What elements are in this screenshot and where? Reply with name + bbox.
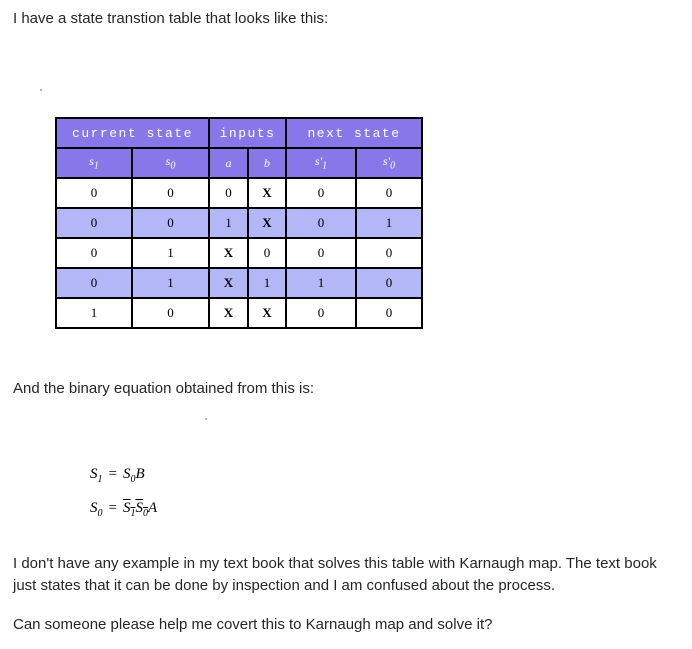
table-column-header-row (56, 148, 422, 178)
cell: 1 (209, 208, 248, 238)
cell: 0 (286, 298, 356, 328)
request-paragraph: Can someone please help me covert this to Karnaugh map and solve it? (13, 616, 493, 633)
equation-s1: $S_1 = S_0B$ (90, 466, 145, 485)
cell: X (248, 178, 286, 208)
question-paragraph: I don't have any example in my text book that solves this table with Karnaugh map. The text book just states that it can be done by inspection and I am confused about the process. (13, 555, 657, 594)
cell: X (209, 298, 248, 328)
cell: 0 (56, 268, 132, 298)
cell: 0 (286, 178, 356, 208)
cell: 0 (356, 238, 422, 268)
group-header-inputs: inputs (209, 118, 286, 148)
table-row (56, 238, 422, 268)
cell: 1 (132, 268, 209, 298)
column-header-s0: $s_0$ (132, 148, 209, 178)
cell: X (248, 208, 286, 238)
cell: 1 (248, 268, 286, 298)
equation-s0-lhs: $S_0$ (90, 500, 103, 519)
table-row (56, 298, 422, 328)
cell: 0 (286, 208, 356, 238)
cell: 0 (286, 238, 356, 268)
column-header-next-s1: $s'_1$ (286, 148, 356, 178)
table-row (56, 208, 422, 238)
cell: 0 (56, 208, 132, 238)
cell: 1 (56, 298, 132, 328)
equation-s1-lhs: $S_1$ (90, 466, 103, 485)
group-header-current-state: current state (56, 118, 209, 148)
cell: 0 (132, 178, 209, 208)
column-header-next-s0: $s'_0$ (356, 148, 422, 178)
cell: 1 (132, 238, 209, 268)
group-header-next-state: next state (286, 118, 422, 148)
column-header-a: a (209, 148, 248, 178)
cell: 0 (248, 238, 286, 268)
intro-paragraph: I have a state transtion table that looks like this: (13, 10, 329, 27)
cell: 0 (132, 208, 209, 238)
equation-s0-rhs: $S_1S_0A$ (122, 500, 158, 519)
cell: 0 (56, 178, 132, 208)
cell: X (248, 298, 286, 328)
cell: 1 (286, 268, 356, 298)
equation-intro-paragraph: And the binary equation obtained from this is: (13, 380, 315, 397)
cell: 0 (132, 298, 209, 328)
table-row (56, 178, 422, 208)
cell: X (209, 238, 248, 268)
cell: X (209, 268, 248, 298)
state-transition-table (55, 117, 423, 329)
column-header-b: b (248, 148, 286, 178)
cell: 0 (209, 178, 248, 208)
cell: 0 (356, 268, 422, 298)
table-row (56, 268, 422, 298)
cell: 0 (56, 238, 132, 268)
stray-dot (40, 89, 42, 91)
column-header-s1: $s_1$ (56, 148, 132, 178)
equation-s1-rhs: $S_0B$ (122, 466, 145, 485)
table-group-header-row (56, 118, 422, 148)
cell: 0 (356, 298, 422, 328)
stray-dot (205, 418, 207, 420)
cell: 0 (356, 178, 422, 208)
cell: 1 (356, 208, 422, 238)
equation-s0: $S_0 = S_1S_0A$ (90, 500, 158, 519)
